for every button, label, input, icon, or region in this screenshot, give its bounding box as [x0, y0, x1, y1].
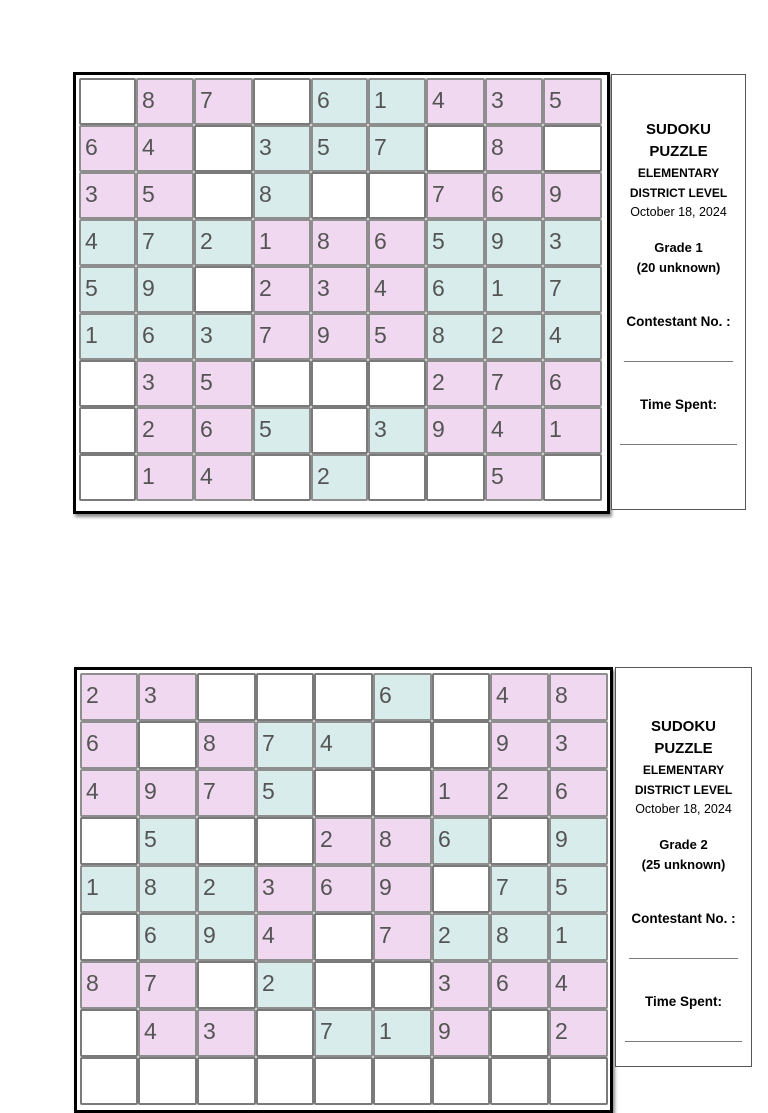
sudoku-cell-r6c7: 8	[426, 313, 485, 360]
sudoku-cell-r3c9: 9	[543, 172, 602, 219]
sudoku-cell-r6c2: 6	[138, 913, 197, 961]
sudoku-cell-r7c9: 6	[543, 360, 602, 407]
sudoku-cell-r4c6: 6	[368, 219, 426, 266]
sudoku-cell-r4c9: 9	[549, 817, 608, 865]
sudoku-cell-r7c3: 5	[194, 360, 253, 407]
sudoku-cell-r8c1[interactable]	[79, 407, 136, 454]
sudoku-cell-r5c3[interactable]	[194, 266, 253, 313]
sudoku-cell-r5c1: 1	[80, 865, 138, 913]
sudoku-cell-r7c1[interactable]	[79, 360, 136, 407]
sudoku-cell-r7c6[interactable]	[373, 961, 432, 1009]
sudoku-cell-r5c7[interactable]	[432, 865, 490, 913]
sudoku-cell-r3c3[interactable]	[194, 172, 253, 219]
sudoku-cell-r8c5: 7	[314, 1009, 373, 1057]
sudoku-cell-r8c3: 6	[194, 407, 253, 454]
sudoku-cell-r7c5[interactable]	[314, 961, 373, 1009]
sudoku-cell-r9c7[interactable]	[426, 454, 485, 501]
time-spent-line[interactable]: _______________	[625, 1027, 742, 1043]
sudoku-cell-r1c6: 1	[368, 78, 426, 125]
sudoku-cell-r3c4: 8	[253, 172, 311, 219]
sudoku-cell-r1c4[interactable]	[256, 673, 314, 721]
sudoku-cell-r9c1[interactable]	[79, 454, 136, 501]
sudoku-grid	[79, 78, 602, 501]
sudoku-cell-r9c3: 4	[194, 454, 253, 501]
sudoku-cell-r5c4: 3	[256, 865, 314, 913]
sudoku-cell-r2c7[interactable]	[432, 721, 490, 769]
sudoku-cell-r2c6: 7	[368, 125, 426, 172]
sudoku-cell-r4c4: 1	[253, 219, 311, 266]
sudoku-cell-r1c6: 6	[373, 673, 432, 721]
sudoku-cell-r6c6: 5	[368, 313, 426, 360]
sudoku-cell-r4c8[interactable]	[490, 817, 549, 865]
sudoku-cell-r7c8: 6	[490, 961, 549, 1009]
sudoku-grid-frame	[74, 667, 613, 1113]
level-line-1: ELEMENTARY	[642, 763, 725, 777]
title-line-1: SUDOKU	[645, 121, 711, 138]
sudoku-cell-r3c6[interactable]	[373, 769, 432, 817]
sudoku-cell-r6c8: 8	[490, 913, 549, 961]
sudoku-cell-r7c2: 3	[136, 360, 194, 407]
sudoku-cell-r7c4: 2	[256, 961, 314, 1009]
sudoku-cell-r8c2: 2	[136, 407, 194, 454]
title-line-2: PUZZLE	[654, 740, 713, 757]
sudoku-cell-r3c1: 3	[79, 172, 136, 219]
sudoku-cell-r9c6[interactable]	[368, 454, 426, 501]
sudoku-cell-r8c6: 3	[368, 407, 426, 454]
sudoku-cell-r4c9: 3	[543, 219, 602, 266]
sudoku-cell-r7c6[interactable]	[368, 360, 426, 407]
sudoku-cell-r6c2: 6	[136, 313, 194, 360]
sudoku-cell-r4c2: 5	[138, 817, 197, 865]
sudoku-cell-r4c2: 7	[136, 219, 194, 266]
sudoku-cell-r8c6: 1	[373, 1009, 432, 1057]
contestant-number-line[interactable]: ______________	[623, 347, 733, 363]
sudoku-cell-r2c1: 6	[79, 125, 136, 172]
sudoku-cell-r4c7: 6	[432, 817, 490, 865]
sudoku-cell-r1c8: 4	[490, 673, 549, 721]
level-line-1: ELEMENTARY	[637, 166, 720, 180]
sudoku-cell-r6c8: 2	[485, 313, 543, 360]
sudoku-cell-r9c5[interactable]	[314, 1057, 373, 1105]
sudoku-cell-r2c4: 3	[253, 125, 311, 172]
sudoku-cell-r9c4[interactable]	[253, 454, 311, 501]
sudoku-cell-r1c7: 4	[426, 78, 485, 125]
sudoku-cell-r5c7: 6	[426, 266, 485, 313]
sudoku-cell-r3c5[interactable]	[314, 769, 373, 817]
sudoku-cell-r5c5: 6	[314, 865, 373, 913]
sudoku-cell-r4c1[interactable]	[80, 817, 138, 865]
sudoku-cell-r6c5: 9	[311, 313, 368, 360]
sudoku-cell-r6c7: 2	[432, 913, 490, 961]
sudoku-cell-r1c1: 2	[80, 673, 138, 721]
sudoku-cell-r6c9: 4	[543, 313, 602, 360]
sudoku-cell-r8c5[interactable]	[311, 407, 368, 454]
sudoku-cell-r8c7: 9	[432, 1009, 490, 1057]
sudoku-cell-r9c5: 2	[311, 454, 368, 501]
sudoku-cell-r8c9: 2	[549, 1009, 608, 1057]
sudoku-cell-r6c5[interactable]	[314, 913, 373, 961]
contestant-number-line[interactable]: ______________	[628, 944, 738, 960]
sudoku-cell-r3c6[interactable]	[368, 172, 426, 219]
sudoku-cell-r9c7[interactable]	[432, 1057, 490, 1105]
sudoku-cell-r2c5: 4	[314, 721, 373, 769]
sudoku-cell-r5c6: 9	[373, 865, 432, 913]
sudoku-cell-r9c2[interactable]	[138, 1057, 197, 1105]
sudoku-cell-r9c8: 5	[485, 454, 543, 501]
sudoku-cell-r2c4: 7	[256, 721, 314, 769]
unknown-count: (25 unknown)	[641, 857, 726, 872]
sudoku-cell-r9c9[interactable]	[549, 1057, 608, 1105]
sudoku-cell-r3c8: 6	[485, 172, 543, 219]
level-line-2: DISTRICT LEVEL	[629, 186, 728, 200]
sudoku-grid-frame	[73, 72, 610, 514]
sudoku-cell-r7c2: 7	[138, 961, 197, 1009]
grade-label: Grade 1	[654, 240, 703, 255]
sudoku-cell-r2c7[interactable]	[426, 125, 485, 172]
sudoku-cell-r1c5: 6	[311, 78, 368, 125]
sudoku-cell-r6c4: 7	[253, 313, 311, 360]
sudoku-cell-r2c9: 3	[549, 721, 608, 769]
sudoku-cell-r7c4[interactable]	[253, 360, 311, 407]
sudoku-cell-r9c6[interactable]	[373, 1057, 432, 1105]
contest-date: October 18, 2024	[630, 205, 727, 219]
sudoku-cell-r5c6: 4	[368, 266, 426, 313]
contestant-number-label: Contestant No. :	[626, 314, 731, 329]
sudoku-cell-r8c8[interactable]	[490, 1009, 549, 1057]
sudoku-cell-r1c9: 8	[549, 673, 608, 721]
sudoku-cell-r5c9: 7	[543, 266, 602, 313]
contest-date: October 18, 2024	[635, 802, 732, 816]
sudoku-cell-r5c5: 3	[311, 266, 368, 313]
unknown-count: (20 unknown)	[636, 260, 721, 275]
sudoku-cell-r7c7: 3	[432, 961, 490, 1009]
sudoku-cell-r3c2: 9	[138, 769, 197, 817]
sudoku-cell-r4c6: 8	[373, 817, 432, 865]
title-line-2: PUZZLE	[649, 143, 708, 160]
sudoku-cell-r7c7: 2	[426, 360, 485, 407]
sudoku-cell-r5c2: 8	[138, 865, 197, 913]
sudoku-cell-r3c9: 6	[549, 769, 608, 817]
sudoku-cell-r5c3: 2	[197, 865, 256, 913]
sudoku-cell-r3c2: 5	[136, 172, 194, 219]
sudoku-cell-r2c8: 9	[490, 721, 549, 769]
sudoku-cell-r2c9[interactable]	[543, 125, 602, 172]
sudoku-cell-r1c4[interactable]	[253, 78, 311, 125]
sudoku-cell-r5c9: 5	[549, 865, 608, 913]
sudoku-cell-r8c7: 9	[426, 407, 485, 454]
sudoku-cell-r6c9: 1	[549, 913, 608, 961]
sudoku-cell-r7c9: 4	[549, 961, 608, 1009]
sudoku-cell-r6c1[interactable]	[80, 913, 138, 961]
time-spent-line[interactable]: _______________	[620, 430, 737, 446]
sudoku-cell-r2c1: 6	[80, 721, 138, 769]
sudoku-cell-r1c3: 7	[194, 78, 253, 125]
sudoku-cell-r9c2: 1	[136, 454, 194, 501]
sudoku-cell-r3c7: 1	[432, 769, 490, 817]
sudoku-cell-r7c5[interactable]	[311, 360, 368, 407]
sudoku-cell-r4c4[interactable]	[256, 817, 314, 865]
sudoku-cell-r9c1[interactable]	[80, 1057, 138, 1105]
sudoku-cell-r3c7: 7	[426, 172, 485, 219]
time-spent-label: Time Spent:	[639, 397, 717, 412]
sudoku-cell-r1c9: 5	[543, 78, 602, 125]
sudoku-cell-r6c6: 7	[373, 913, 432, 961]
sudoku-cell-r3c8: 2	[490, 769, 549, 817]
sudoku-cell-r5c4: 2	[253, 266, 311, 313]
sudoku-cell-r8c4[interactable]	[256, 1009, 314, 1057]
sudoku-cell-r8c4: 5	[253, 407, 311, 454]
sudoku-cell-r1c3[interactable]	[197, 673, 256, 721]
sudoku-cell-r4c7: 5	[426, 219, 485, 266]
sudoku-cell-r8c1[interactable]	[80, 1009, 138, 1057]
sudoku-cell-r4c5: 2	[314, 817, 373, 865]
sudoku-cell-r8c2: 4	[138, 1009, 197, 1057]
grade-label: Grade 2	[659, 837, 708, 852]
sudoku-cell-r3c1: 4	[80, 769, 138, 817]
sudoku-cell-r7c1: 8	[80, 961, 138, 1009]
sudoku-cell-r8c8: 4	[485, 407, 543, 454]
sudoku-cell-r7c3[interactable]	[197, 961, 256, 1009]
sudoku-cell-r5c8: 7	[490, 865, 549, 913]
sudoku-cell-r4c8: 9	[485, 219, 543, 266]
sudoku-cell-r4c1: 4	[79, 219, 136, 266]
time-spent-label: Time Spent:	[644, 994, 722, 1009]
sudoku-cell-r8c3: 3	[197, 1009, 256, 1057]
level-line-2: DISTRICT LEVEL	[634, 783, 733, 797]
sudoku-cell-r1c5[interactable]	[314, 673, 373, 721]
sudoku-cell-r6c3: 3	[194, 313, 253, 360]
sudoku-cell-r3c4: 5	[256, 769, 314, 817]
puzzle-info-panel	[611, 74, 746, 510]
sudoku-cell-r2c2: 4	[136, 125, 194, 172]
sudoku-cell-r9c8[interactable]	[490, 1057, 549, 1105]
sudoku-cell-r6c3: 9	[197, 913, 256, 961]
sudoku-cell-r5c1: 5	[79, 266, 136, 313]
sudoku-cell-r1c2: 8	[136, 78, 194, 125]
sudoku-cell-r2c6[interactable]	[373, 721, 432, 769]
puzzle-info-panel	[615, 667, 752, 1067]
sudoku-cell-r2c3[interactable]	[194, 125, 253, 172]
contestant-number-label: Contestant No. :	[631, 911, 736, 926]
sudoku-cell-r4c3[interactable]	[197, 817, 256, 865]
sudoku-cell-r7c8: 7	[485, 360, 543, 407]
sudoku-cell-r8c9: 1	[543, 407, 602, 454]
sudoku-cell-r3c5[interactable]	[311, 172, 368, 219]
sudoku-cell-r5c8: 1	[485, 266, 543, 313]
sudoku-cell-r4c3: 2	[194, 219, 253, 266]
sudoku-cell-r9c4[interactable]	[256, 1057, 314, 1105]
sudoku-cell-r6c1: 1	[79, 313, 136, 360]
sudoku-cell-r2c3: 8	[197, 721, 256, 769]
sudoku-cell-r1c8: 3	[485, 78, 543, 125]
sudoku-cell-r1c1[interactable]	[79, 78, 136, 125]
sudoku-cell-r9c3[interactable]	[197, 1057, 256, 1105]
sudoku-cell-r2c8: 8	[485, 125, 543, 172]
title-line-1: SUDOKU	[650, 718, 716, 735]
sudoku-cell-r3c3: 7	[197, 769, 256, 817]
sudoku-grid	[80, 673, 608, 1105]
sudoku-cell-r1c7[interactable]	[432, 673, 490, 721]
sudoku-cell-r4c5: 8	[311, 219, 368, 266]
sudoku-cell-r9c9[interactable]	[543, 454, 602, 501]
sudoku-cell-r6c4: 4	[256, 913, 314, 961]
sudoku-cell-r1c2: 3	[138, 673, 197, 721]
sudoku-cell-r2c5: 5	[311, 125, 368, 172]
sudoku-cell-r5c2: 9	[136, 266, 194, 313]
sudoku-cell-r2c2[interactable]	[138, 721, 197, 769]
